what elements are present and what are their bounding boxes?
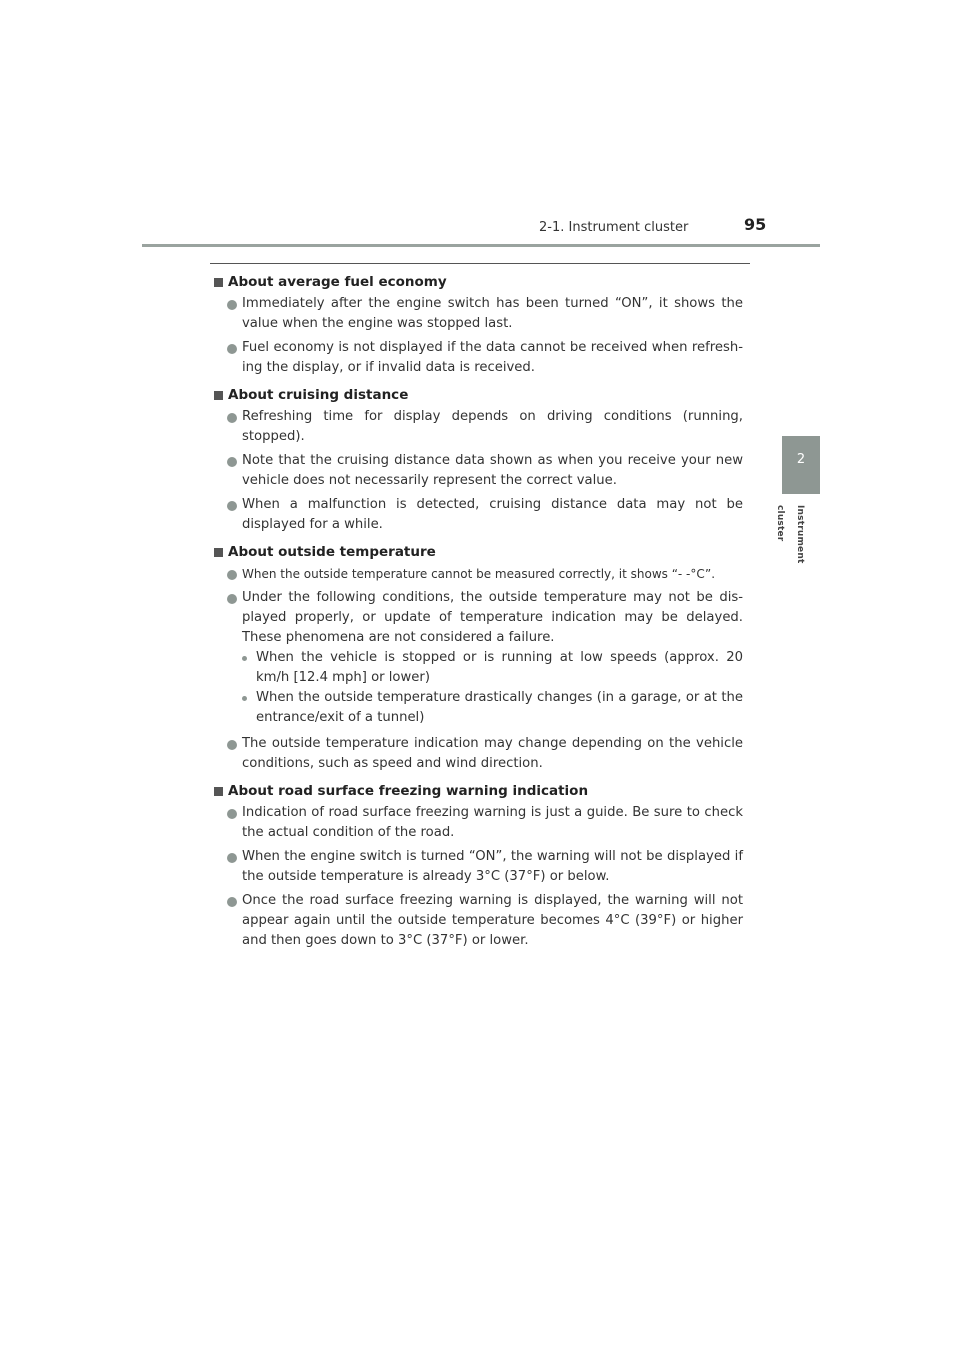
sub-list-item-text: When the vehicle is stopped or is running at low speeds (approx. 20 km/h [12.4 mph] or lower) — [256, 650, 743, 685]
list-item-text: Under the following conditions, the outside temperature may not be dis-played properly, or update of temperature indication may be delayed. These phenomena are not considered a failure. — [242, 590, 743, 645]
circle-bullet-icon — [227, 344, 237, 354]
section-road-surface-freezing-warning — [214, 781, 743, 951]
section-heading — [214, 542, 743, 562]
sub-list-item — [214, 648, 743, 688]
section-heading-text: About road surface freezing warning indication — [228, 783, 589, 799]
circle-bullet-icon — [227, 809, 237, 819]
sub-list-item — [214, 688, 743, 728]
list-item-text: Indication of road surface freezing warning is just a guide. Be sure to check the actual condition of the road. — [242, 805, 743, 840]
list-item-text: When a malfunction is detected, cruising distance data may not be displayed for a while. — [242, 497, 743, 532]
circle-bullet-icon — [227, 501, 237, 511]
list-item — [214, 803, 743, 843]
list-item-text: The outside temperature indication may change depending on the vehicle conditions, such as speed and wind direction. — [242, 736, 743, 771]
chapter-number: 2 — [796, 452, 806, 467]
circle-bullet-icon — [227, 853, 237, 863]
list-item-text: When the engine switch is turned “ON”, the warning will not be displayed if the outside temperature is already 3°C (37°F) or below. — [242, 849, 743, 884]
list-item-text: Refreshing time for display depends on driving conditions (running, stopped). — [242, 409, 743, 444]
list-item — [214, 734, 743, 774]
content-top-rule — [210, 263, 750, 264]
circle-bullet-icon — [227, 300, 237, 310]
section-heading-text: About outside temperature — [228, 544, 436, 560]
chapter-label: Instrument cluster — [775, 505, 805, 564]
circle-bullet-icon — [227, 897, 237, 907]
small-dot-icon — [242, 696, 247, 701]
square-bullet-icon — [214, 278, 223, 287]
list-item — [214, 564, 743, 584]
section-cruising-distance — [214, 385, 743, 535]
square-bullet-icon — [214, 391, 223, 400]
circle-bullet-icon — [227, 457, 237, 467]
list-item — [214, 588, 743, 728]
small-dot-icon — [242, 656, 247, 661]
circle-bullet-icon — [227, 413, 237, 423]
list-item — [214, 338, 743, 378]
section-heading-text: About cruising distance — [228, 387, 409, 403]
list-item — [214, 451, 743, 491]
section-heading-text: About average fuel economy — [228, 274, 447, 290]
list-item-text: Fuel economy is not displayed if the data cannot be received when refresh-ing the display, or if invalid data is received. — [242, 340, 743, 375]
list-item — [214, 847, 743, 887]
list-item — [214, 294, 743, 334]
circle-bullet-icon — [227, 594, 237, 604]
chapter-tab — [782, 436, 820, 494]
section-heading — [214, 781, 743, 801]
section-outside-temperature — [214, 542, 743, 774]
list-item-text: Note that the cruising distance data shown as when you receive your new vehicle does not necessarily represent the correct value. — [242, 453, 743, 488]
sub-list-item-text: When the outside temperature drastically changes (in a garage, or at the entrance/exit of a tunnel) — [256, 690, 743, 725]
list-item-text: Immediately after the engine switch has been turned “ON”, it shows the value when the engine was stopped last. — [242, 296, 743, 331]
page-number: 95 — [744, 215, 767, 234]
square-bullet-icon — [214, 787, 223, 796]
square-bullet-icon — [214, 548, 223, 557]
sub-list — [214, 648, 743, 728]
circle-bullet-icon — [227, 740, 237, 750]
header-rule — [142, 244, 820, 247]
list-item — [214, 495, 743, 535]
list-item — [214, 891, 743, 951]
list-item-text: When the outside temperature cannot be measured correctly, it shows “- -°C”. — [242, 567, 716, 581]
list-item — [214, 407, 743, 447]
circle-bullet-icon — [227, 570, 237, 580]
section-heading — [214, 272, 743, 292]
list-item-text: Once the road surface freezing warning is displayed, the warning will not appear again until the outside temperature becomes 4°C (39°F) or higher and then goes down to 3°C (37°F) or lower. — [242, 893, 743, 948]
header-section-title: 2-1. Instrument cluster — [539, 220, 689, 235]
section-heading — [214, 385, 743, 405]
page-content — [214, 272, 743, 958]
section-average-fuel-economy — [214, 272, 743, 378]
